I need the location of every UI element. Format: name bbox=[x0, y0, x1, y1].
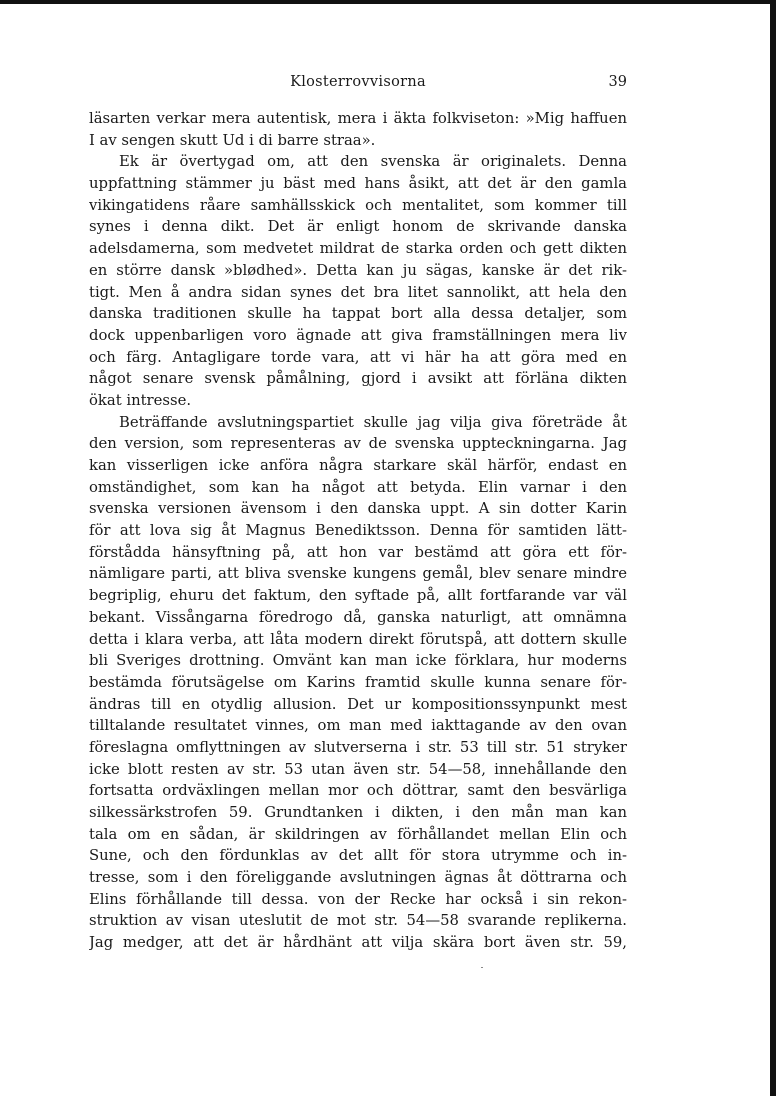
text-line: ökat intresse. bbox=[89, 391, 192, 409]
text-line: svenska versionen ävensom i den danska uppt. A sin dotter Karin bbox=[89, 500, 627, 518]
text-line: silkessärkstrofen 59. Grundtanken i dikten, i den mån man kan bbox=[89, 804, 627, 821]
body-text bbox=[89, 108, 627, 954]
scan-speck bbox=[481, 967, 483, 968]
text-line: förstådda hänsyftning på, att hon var bestämd att göra ett för- bbox=[89, 543, 627, 561]
text-line: Beträffande avslutningspartiet skulle jag vilja giva företräde åt bbox=[119, 413, 627, 431]
text-line: bli Sveriges drottning. Omvänt kan man icke förklara, hur moderns bbox=[89, 652, 627, 670]
text-line: tresse, som i den föreliggande avslutningen ägnas åt döttrarna och bbox=[89, 869, 627, 887]
text-line: begriplig, ehuru det faktum, den syftade på, allt fortfarande var väl bbox=[89, 587, 627, 605]
text-line: tigt. Men å andra sidan synes det bra litet sannolikt, att hela den bbox=[89, 283, 627, 301]
running-header bbox=[89, 72, 627, 98]
text-line: Elins förhållande till dessa. von der Recke har också i sin rekon- bbox=[89, 890, 627, 908]
text-line: dock uppenbarligen voro ägnade att giva framställningen mera liv bbox=[89, 326, 627, 344]
running-title: Klosterrovvisorna bbox=[290, 74, 426, 90]
text-line: bekant. Vissångarna föredrogo då, ganska naturligt, att omnämna bbox=[89, 608, 627, 626]
scan-border-right bbox=[770, 0, 776, 1096]
text-line: läsarten verkar mera autentisk, mera i äkta folkviseton: »Mig haffuen bbox=[89, 110, 627, 127]
book-page bbox=[89, 72, 627, 954]
text-line: bestämda förutsägelse om Karins framtid skulle kunna senare för- bbox=[89, 673, 627, 691]
page-number: 39 bbox=[608, 74, 627, 90]
text-line: struktion av visan uteslutit de mot str. 54—58 svarande replikerna. bbox=[89, 912, 627, 930]
scan-border-top bbox=[0, 0, 776, 4]
text-line: något senare svensk påmålning, gjord i avsikt att förläna dikten bbox=[89, 370, 627, 388]
text-line: tala om en sådan, är skildringen av förhållandet mellan Elin och bbox=[89, 825, 627, 843]
text-line: för att lova sig åt Magnus Benediktsson. Denna för samtiden lätt- bbox=[89, 522, 627, 540]
text-line: och färg. Antagligare torde vara, att vi här ha att göra med en bbox=[89, 348, 627, 366]
text-line: uppfattning stämmer ju bäst med hans åsikt, att det är den gamla bbox=[89, 175, 627, 193]
text-line: I av sengen skutt Ud i di barre straa». bbox=[89, 131, 376, 149]
text-line: Sune, och den fördunklas av det allt för stora utrymme och in- bbox=[89, 847, 627, 865]
text-line: en större dansk »blødhed». Detta kan ju sägas, kanske är det rik- bbox=[89, 261, 627, 279]
text-line: danska traditionen skulle ha tappat bort alla dessa detaljer, som bbox=[89, 305, 627, 323]
text-line: omständighet, som kan ha något att betyda. Elin varnar i den bbox=[89, 478, 627, 496]
text-line: detta i klara verba, att låta modern direkt förutspå, att dottern skulle bbox=[89, 630, 627, 648]
text-line: fortsatta ordväxlingen mellan mor och döttrar, samt den besvärliga bbox=[89, 782, 627, 800]
text-line: ändras till en otydlig allusion. Det ur kompositionssynpunkt mest bbox=[89, 695, 627, 713]
text-line: den version, som representeras av de svenska uppteckningarna. Jag bbox=[89, 435, 627, 453]
text-line: adelsdamerna, som medvetet mildrat de starka orden och gett dikten bbox=[89, 240, 627, 258]
text-line: kan visserligen icke anföra några starkare skäl härför, endast en bbox=[89, 457, 627, 474]
text-line: synes i denna dikt. Det är enligt honom de skrivande danska bbox=[89, 218, 627, 236]
text-line: Jag medger, att det är hårdhänt att vilja skära bort även str. 59, bbox=[89, 934, 627, 952]
text-line: föreslagna omflyttningen av slutverserna i str. 53 till str. 51 stryker bbox=[89, 738, 627, 756]
text-line: vikingatidens råare samhällsskick och mentalitet, som kommer till bbox=[89, 196, 627, 214]
text-line: icke blott resten av str. 53 utan även str. 54—58, innehållande den bbox=[89, 760, 627, 778]
text-line: tilltalande resultatet vinnes, om man med iakttagande av den ovan bbox=[89, 717, 627, 735]
text-line: Ek är övertygad om, att den svenska är originalets. Denna bbox=[119, 153, 627, 171]
text-line: nämligare parti, att bliva svenske kungens gemål, blev senare mindre bbox=[89, 565, 627, 583]
